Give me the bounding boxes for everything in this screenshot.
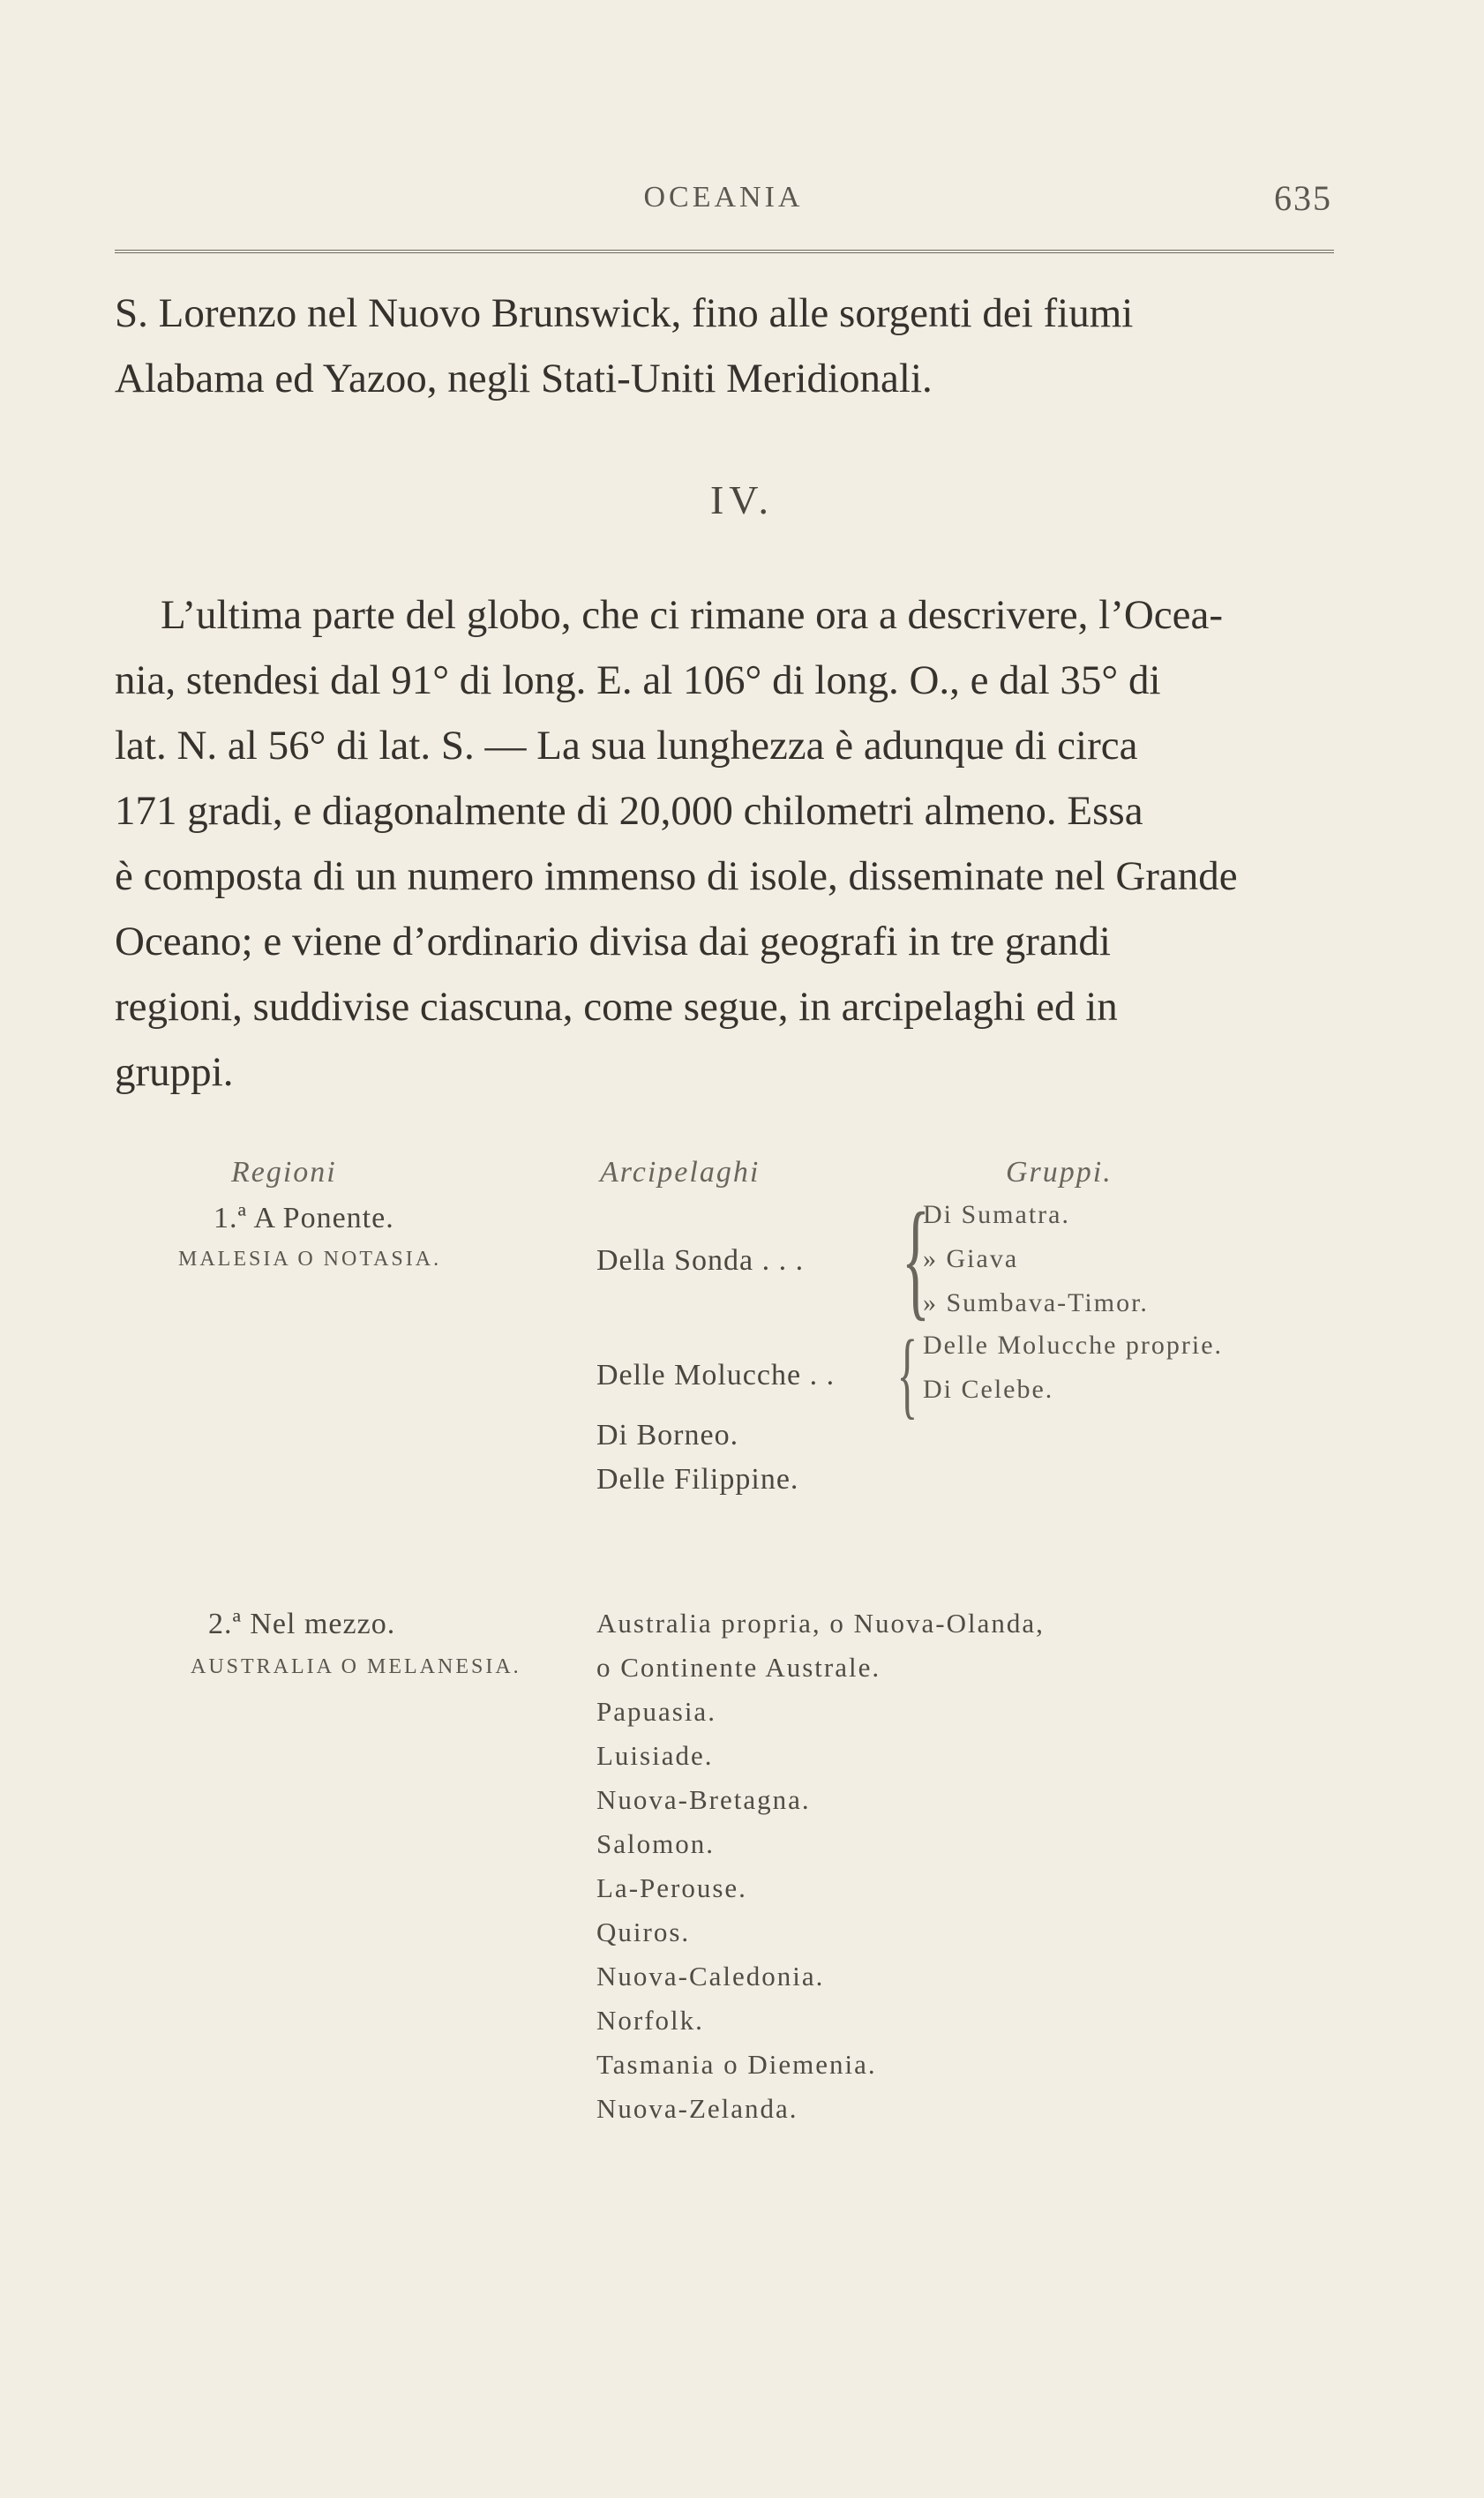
paragraph-line: lat. N. al 56° di lat. S. — La sua lunghezza è adunque di circa — [115, 723, 1138, 769]
region-2-item: o Continente Australe. — [596, 1652, 881, 1683]
region-2-item: Quiros. — [596, 1917, 691, 1947]
brace-molucche: { — [896, 1320, 918, 1428]
header-groups: Gruppi. — [1006, 1156, 1113, 1189]
paragraph-line: gruppi. — [115, 1049, 234, 1095]
group-item: Delle Molucche proprie. — [923, 1331, 1224, 1360]
group-item: Di Sumatra. — [923, 1200, 1070, 1229]
group-item: » Giava — [923, 1244, 1019, 1273]
region-2-item: Papuasia. — [596, 1696, 716, 1727]
paragraph-line: regioni, suddivise ciascuna, come segue, in arcipelaghi ed in — [115, 984, 1118, 1030]
archipelago-molucche: Delle Molucche . . — [596, 1359, 836, 1392]
header-archipelagos: Arcipelaghi — [600, 1156, 761, 1189]
group-item: » Sumbava-Timor. — [923, 1288, 1149, 1317]
region-2-item: Australia propria, o Nuova-Olanda, — [596, 1608, 1045, 1639]
header-regions: Regioni — [231, 1156, 337, 1189]
group-item: Di Celebe. — [923, 1375, 1054, 1404]
region-2-item: Tasmania o Diemenia. — [596, 2049, 877, 2080]
region-2-item: Norfolk. — [596, 2005, 704, 2036]
region-2-item: Luisiade. — [596, 1740, 714, 1771]
region-2-item: Salomon. — [596, 1828, 715, 1859]
section-number: IV. — [709, 477, 775, 522]
region-2-name: AUSTRALIA O MELANESIA. — [191, 1655, 521, 1678]
brace-sonda: { — [901, 1186, 931, 1332]
paragraph-line: è composta di un numero immenso di isole, disseminate nel Grande — [115, 853, 1238, 899]
running-title: OCEANIA — [643, 181, 804, 214]
region-1-label: 1.ª A Ponente. — [214, 1202, 394, 1234]
archipelago-borneo: Di Borneo. — [596, 1419, 739, 1452]
region-1-name: MALESIA O NOTASIA. — [178, 1248, 442, 1271]
paragraph-line: Oceano; e viene d’ordinario divisa dai geografi in tre grandi — [115, 919, 1111, 964]
paragraph-line: nia, stendesi dal 91° di long. E. al 106° di long. O., e dal 35° di — [115, 657, 1161, 703]
paragraph-line: 171 gradi, e diagonalmente di 20,000 chilometri almeno. Essa — [115, 788, 1143, 834]
region-2-item: Nuova-Zelanda. — [596, 2093, 798, 2124]
page-number: 635 — [1274, 178, 1332, 218]
region-2-item: Nuova-Caledonia. — [596, 1961, 825, 1992]
paragraph-line: L’ultima parte del globo, che ci rimane ora a descrivere, l’Ocea- — [161, 592, 1224, 638]
region-2-label: 2.ª Nel mezzo. — [208, 1608, 396, 1640]
carry-over-line: Alabama ed Yazoo, negli Stati-Uniti Meridionali. — [115, 356, 933, 401]
region-2-item: Nuova-Bretagna. — [596, 1784, 811, 1815]
archipelago-sonda: Della Sonda . . . — [596, 1244, 805, 1277]
carry-over-line: S. Lorenzo nel Nuovo Brunswick, fino alle sorgenti dei fiumi — [115, 290, 1134, 336]
region-2-item: La-Perouse. — [596, 1872, 747, 1903]
archipelago-filippine: Delle Filippine. — [596, 1463, 799, 1496]
